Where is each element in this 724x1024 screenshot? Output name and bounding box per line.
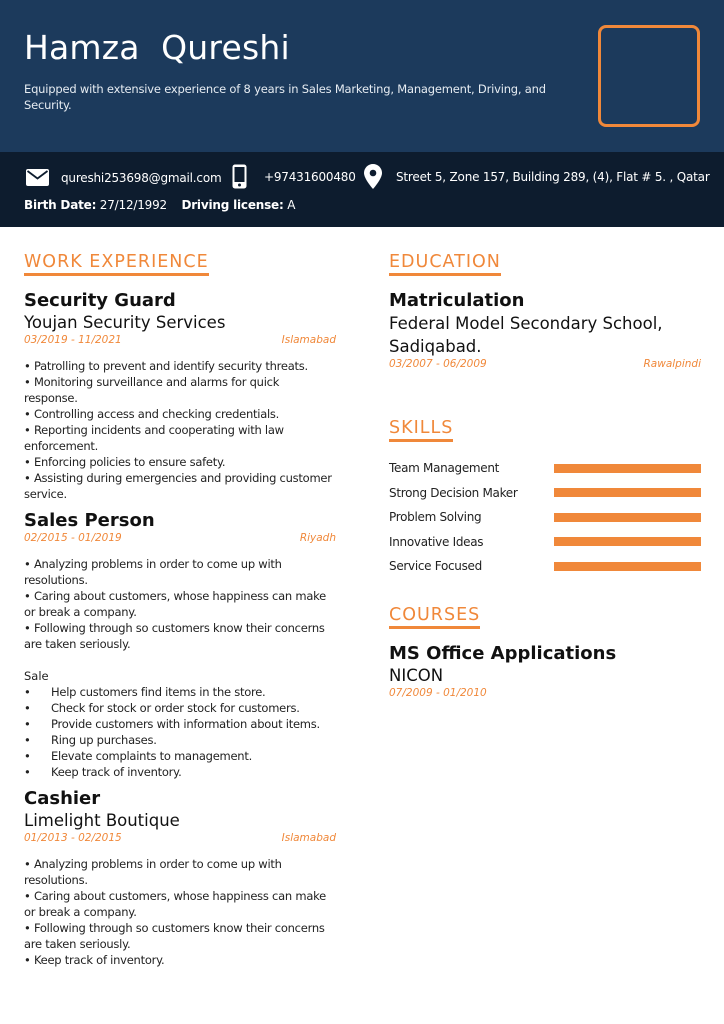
skill-item <box>389 456 701 481</box>
duty-item: • Enforcing policies to ensure safety. <box>24 455 226 469</box>
duty-item: • Analyzing problems in order to come up with resolutions. <box>24 857 282 887</box>
job-date-row <box>24 334 336 347</box>
education-degree: Matriculation <box>389 290 525 311</box>
skill-level-bar <box>554 513 701 522</box>
duty-item: • Caring about customers, whose happiness can make or break a company. <box>24 589 326 619</box>
education-school: Federal Model Secondary School, Sadiqabad. <box>389 314 663 356</box>
skill-name: Problem Solving <box>389 510 482 525</box>
duty-item: • Assisting during emergencies and providing customer service. <box>24 471 332 501</box>
company-name: Limelight Boutique <box>24 811 180 830</box>
skill-level-bar <box>554 464 701 473</box>
sub-role-duties <box>24 684 336 780</box>
duty-item: • Monitoring surveillance and alarms for quick response. <box>24 375 280 405</box>
section-title-courses: COURSES <box>389 605 480 629</box>
duty-item: • Elevate complaints to management. <box>24 749 253 763</box>
skill-item <box>389 530 701 555</box>
job-dates: 02/2015 - 01/2019 <box>24 532 122 544</box>
skill-item <box>389 481 701 506</box>
skill-level-bar <box>554 562 701 571</box>
job-title: Cashier <box>24 788 101 809</box>
skill-name: Strong Decision Maker <box>389 485 518 500</box>
education-dates: 03/2007 - 06/2009 <box>389 358 487 370</box>
location-pin-icon <box>364 164 382 189</box>
course-dates: 07/2009 - 01/2010 <box>389 686 487 699</box>
section-title-education: EDUCATION <box>389 252 501 276</box>
duty-item: • Patrolling to prevent and identify security threats. <box>24 359 308 373</box>
right-column <box>389 252 701 711</box>
skill-name: Innovative Ideas <box>389 534 484 549</box>
duty-item: • Keep track of inventory. <box>24 765 182 779</box>
contact-address <box>364 164 710 189</box>
duty-item: • Reporting incidents and cooperating with law enforcement. <box>24 423 284 453</box>
phone-text: +97431600480 <box>264 169 356 184</box>
job-duties <box>24 358 336 502</box>
duty-item: • Controlling access and checking credentials. <box>24 407 280 421</box>
skill-level-bar <box>554 537 701 546</box>
duty-item: • Caring about customers, whose happiness can make or break a company. <box>24 889 326 919</box>
contact-email[interactable] <box>26 169 221 186</box>
email-text: qureshi253698@gmail.com <box>61 170 222 185</box>
personal-info <box>24 198 295 212</box>
skill-item <box>389 554 701 579</box>
job-date-row <box>24 532 336 545</box>
envelope-icon <box>26 169 49 186</box>
job-location: Islamabad <box>281 832 336 844</box>
job-entry <box>24 290 336 502</box>
skill-name: Team Management <box>389 461 500 476</box>
photo-placeholder <box>598 25 700 127</box>
job-date-row <box>24 832 336 845</box>
address-text: Street 5, Zone 157, Building 289, (4), Flat # 5. , Qatar <box>396 169 710 184</box>
duty-item: • Help customers find items in the store. <box>24 685 266 699</box>
duty-item: • Check for stock or order stock for customers. <box>24 701 300 715</box>
section-title-work-experience: WORK EXPERIENCE <box>24 252 209 276</box>
contact-bar <box>0 152 724 227</box>
birth-date-label: Birth Date: <box>24 198 97 212</box>
profile-summary: Equipped with extensive experience of 8 years in Sales Marketing, Management, Driving, and Security. <box>24 82 546 112</box>
section-title-skills: SKILLS <box>389 418 453 442</box>
job-location: Islamabad <box>281 334 336 346</box>
skills-list <box>389 456 701 579</box>
job-entry <box>24 788 336 968</box>
sub-role-label: Sale <box>24 669 49 683</box>
contact-phone[interactable] <box>232 164 356 189</box>
skill-item <box>389 505 701 530</box>
duty-item: • Following through so customers know their concerns are taken seriously. <box>24 621 325 651</box>
duty-item: • Provide customers with information about items. <box>24 717 320 731</box>
duty-item: • Following through so customers know their concerns are taken seriously. <box>24 921 325 951</box>
job-dates: 03/2019 - 11/2021 <box>24 334 122 346</box>
job-title: Sales Person <box>24 510 155 531</box>
job-duties <box>24 856 336 968</box>
driving-license-label: Driving license: <box>181 198 284 212</box>
duty-item: • Keep track of inventory. <box>24 953 165 967</box>
resume-header <box>0 0 724 152</box>
duty-item: • Ring up purchases. <box>24 733 157 747</box>
company-name: Youjan Security Services <box>24 313 226 332</box>
job-entry <box>24 510 336 780</box>
job-dates: 01/2013 - 02/2015 <box>24 832 122 844</box>
course-name: MS Office Applications <box>389 642 617 664</box>
course-provider: NICON <box>389 665 444 685</box>
driving-license-value: A <box>287 198 296 212</box>
duty-item: • Analyzing problems in order to come up with resolutions. <box>24 557 282 587</box>
skill-level-bar <box>554 488 701 497</box>
job-title: Security Guard <box>24 290 176 311</box>
birth-date-value: 27/12/1992 <box>99 198 167 212</box>
course-date-row <box>389 687 701 700</box>
education-date-row <box>389 358 701 371</box>
phone-icon <box>232 164 247 189</box>
skill-name: Service Focused <box>389 559 482 574</box>
candidate-name: Hamza Qureshi <box>24 28 290 67</box>
education-location: Rawalpindi <box>643 358 701 370</box>
left-column <box>24 252 336 976</box>
job-duties <box>24 556 336 652</box>
job-location: Riyadh <box>299 532 336 544</box>
